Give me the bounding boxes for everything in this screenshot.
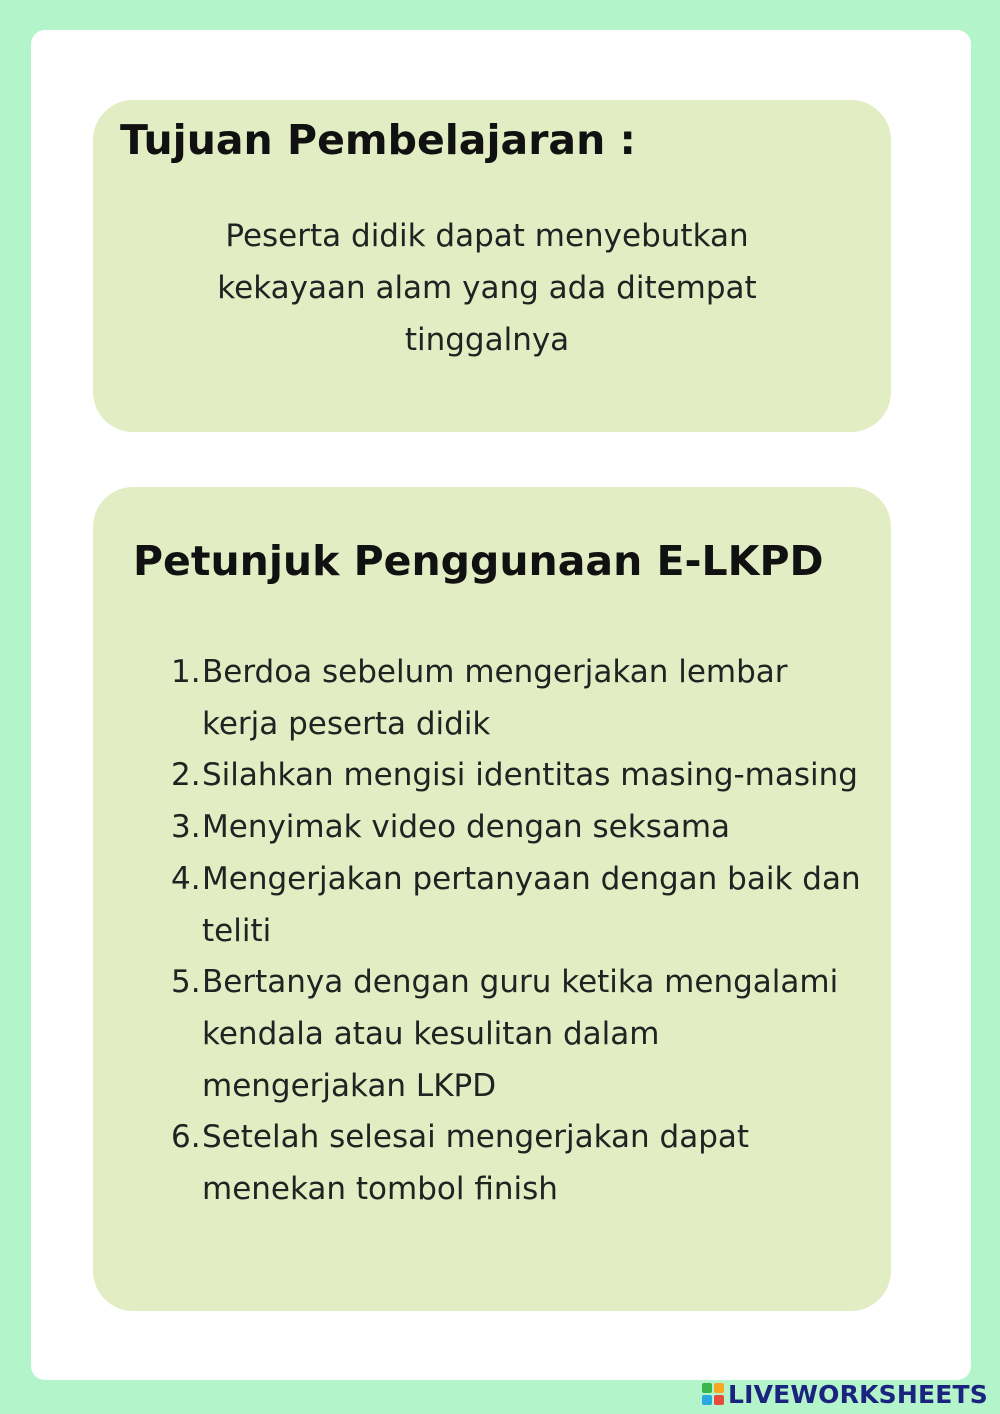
instruction-text: Berdoa sebelum mengerjakan lembar kerja peserta didik [202,654,788,742]
instruction-number: 1. [171,654,201,690]
instruction-item [171,802,861,854]
liveworksheets-watermark-link[interactable] [702,1380,988,1408]
instruction-number: 6. [171,1119,201,1156]
logo-tile [714,1395,724,1405]
usage-instructions-title: Petunjuk Penggunaan E-LKPD [133,537,824,585]
learning-objective-card [93,100,891,432]
worksheet-page [31,30,971,1380]
logo-tile [714,1383,724,1393]
instruction-text: Setelah selesai mengerjakan dapat menekan tombol finish [202,1119,750,1208]
instruction-list [171,647,861,1216]
logo-tile [702,1395,712,1405]
instruction-number: 5. [171,964,201,1001]
instruction-item [171,854,861,957]
liveworksheets-logo-icon [702,1383,724,1405]
instruction-item [171,750,861,802]
logo-tile [702,1383,712,1393]
instruction-item [171,647,861,750]
instruction-text: Silahkan mengisi identitas masing-masing [202,757,858,794]
instruction-item [171,1112,861,1215]
instruction-number: 2. [171,757,201,794]
instruction-number: 3. [171,809,201,846]
liveworksheets-wordmark: LIVEWORKSHEETS [727,1379,988,1409]
instruction-item [171,957,861,1112]
instruction-number: 4. [171,860,201,897]
instruction-text: Menyimak video dengan seksama [202,809,731,846]
usage-instructions-card [93,487,891,1311]
instruction-text: Bertanya dengan guru ketika mengalami kendala atau kesulitan dalam mengerjakan LKPD [202,964,839,1104]
learning-objective-text: Peserta didik dapat menyebutkan kekayaan alam yang ada ditempat tinggalnya [217,218,757,358]
instruction-text: Mengerjakan pertanyaan dengan baik dan teliti [202,860,861,949]
learning-objective-title: Tujuan Pembelajaran : [120,116,636,164]
